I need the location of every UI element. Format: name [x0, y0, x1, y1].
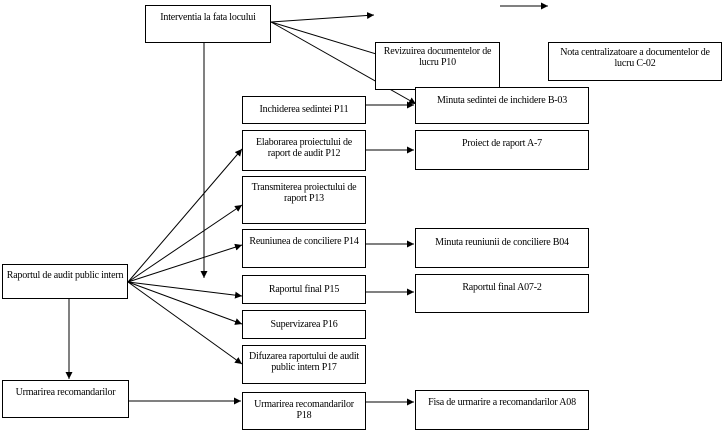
arrow-interventia-to-revizuirea	[271, 22, 386, 57]
node-revizuirea: Revizuirea documentelor de lucru P10	[375, 42, 500, 90]
node-elaborarea: Elaborarea proiectului de raport de audit P12	[242, 130, 366, 171]
node-raportul-final: Raportul final P15	[242, 275, 366, 304]
node-urmarirea-recomandarilor: Urmarirea recomandarilor	[2, 380, 129, 418]
node-reuniunea: Reuniunea de conciliere P14	[242, 229, 366, 268]
node-raport-final-doc: Raportul final A07-2	[415, 274, 589, 313]
node-proiect-raport: Proiect de raport A-7	[415, 130, 589, 170]
node-minuta-inchidere: Minuta sedintei de inchidere B-03	[415, 87, 589, 124]
node-nota-centralizatoare: Nota centralizatoare a documentelor de lucru C-02	[548, 42, 722, 81]
node-minuta-reuniune: Minuta reuniunii de conciliere B04	[415, 228, 589, 268]
node-fisa-urmarire: Fisa de urmarire a recomandarilor A08	[415, 390, 589, 430]
arrow-raportul-to-elaborarea	[128, 149, 242, 282]
node-interventia: Interventia la fata locului	[145, 5, 271, 43]
arrow-raportul-to-transmiterea	[128, 205, 242, 282]
node-raportul-audit: Raportul de audit public intern	[2, 264, 128, 299]
arrow-interventia-to-right	[271, 15, 374, 22]
node-urmarirea-p18: Urmarirea recomandarilor P18	[242, 392, 366, 430]
node-inchiderea: Inchiderea sedintei P11	[242, 96, 366, 124]
arrow-raportul-to-reuniunea	[128, 245, 242, 282]
node-transmiterea: Transmiterea proiectului de raport P13	[242, 176, 366, 224]
arrow-raportul-to-supervizarea	[128, 282, 242, 324]
node-supervizarea: Supervizarea P16	[242, 310, 366, 339]
node-difuzarea: Difuzarea raportului de audit public intern P17	[242, 345, 366, 384]
